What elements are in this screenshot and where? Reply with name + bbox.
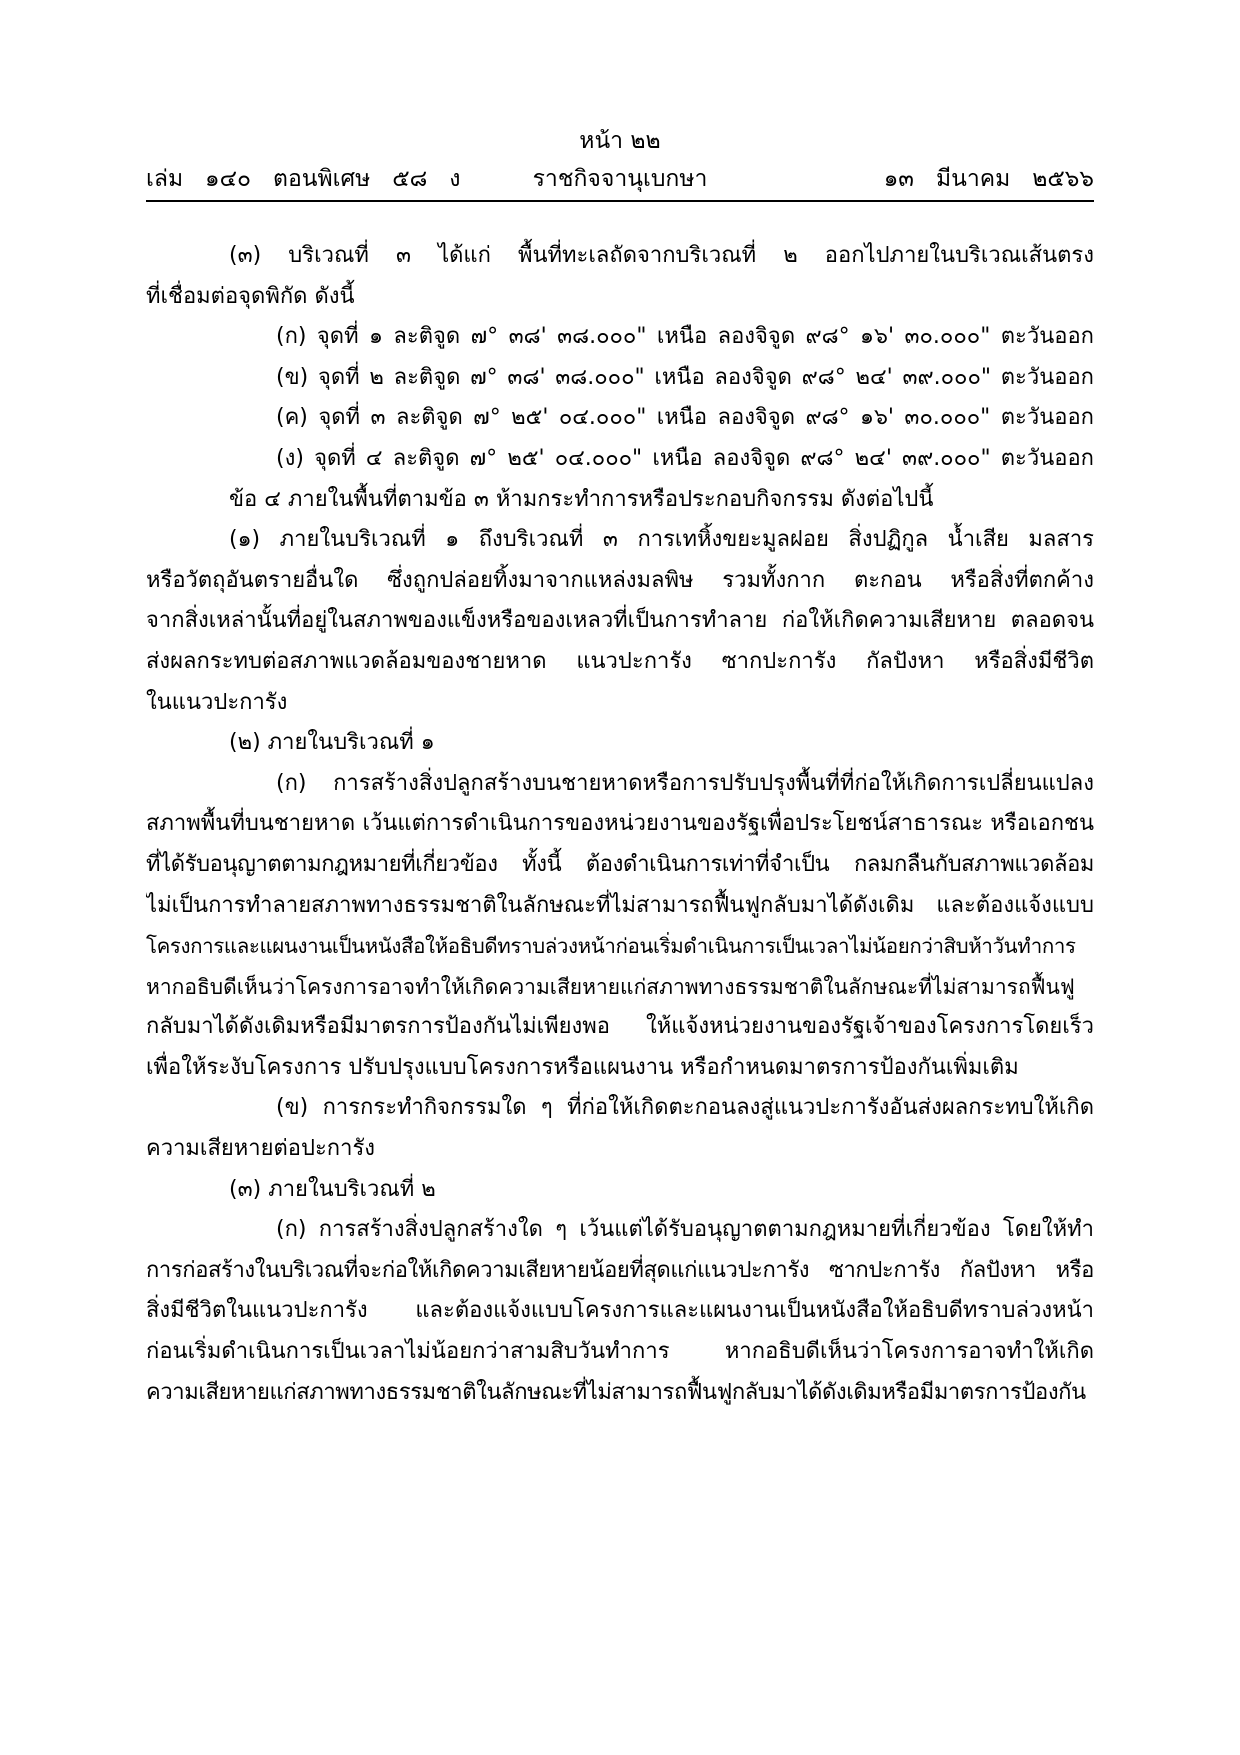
document-body (146, 236, 1094, 1413)
header-volume-issue: เล่ม ๑๔๐ ตอนพิเศษ ๕๘ ง (146, 166, 461, 192)
header-date: ๑๓ มีนาคม ๒๕๖๖ (883, 166, 1094, 192)
text-line: สิ่งมีชีวิตในแนวปะการัง และต้องแจ้งแบบโครงการและแผนงานเป็นหนังสือให้อธิบดีทราบล่วงหน้า (146, 1298, 1094, 1324)
page-number: หน้า ๒๒ (579, 128, 661, 154)
header-rule (146, 200, 1094, 202)
text-line: ความเสียหายต่อปะการัง (146, 1136, 376, 1162)
text-line: เพื่อให้ระงับโครงการ ปรับปรุงแบบโครงการหรือแผนงาน หรือกำหนดมาตรการป้องกันเพิ่มเติม (146, 1054, 1019, 1080)
coordinate-line: (ข) จุดที่ ๒ ละติจูด ๗° ๓๘' ๓๘.๐๐๐" เหนือ ลองจิจูด ๙๘° ๒๔' ๓๙.๐๐๐" ตะวันออก (276, 364, 1094, 390)
coordinate-line: (ก) จุดที่ ๑ ละติจูด ๗° ๓๘' ๓๘.๐๐๐" เหนือ ลองจิจูด ๙๘° ๑๖' ๓๐.๐๐๐" ตะวันออก (276, 324, 1094, 350)
text-line: ส่งผลกระทบต่อสภาพแวดล้อมของชายหาด แนวปะการัง ซากปะการัง กัลปังหา หรือสิ่งมีชีวิต (146, 648, 1094, 674)
text-line: (๓) บริเวณที่ ๓ ได้แก่ พื้นที่ทะเลถัดจากบริเวณที่ ๒ ออกไปภายในบริเวณเส้นตรง (229, 243, 1094, 268)
text-line: การก่อสร้างในบริเวณที่จะก่อให้เกิดความเสียหายน้อยที่สุดแก่แนวปะการัง ซากปะการัง กัลปังหา หรือ (146, 1257, 1094, 1283)
text-line: สภาพพื้นที่บนชายหาด เว้นแต่การดำเนินการของหน่วยงานของรัฐเพื่อประโยชน์สาธารณะ หรือเอกชน (146, 811, 1094, 837)
text-line: กลับมาได้ดังเดิมหรือมีมาตรการป้องกันไม่เพียงพอ ให้แจ้งหน่วยงานของรัฐเจ้าของโครงการโดยเร็ว (146, 1014, 1094, 1040)
text-line: หรือวัตถุอันตรายอื่นใด ซึ่งถูกปล่อยทิ้งมาจากแหล่งมลพิษ รวมทั้งกาก ตะกอน หรือสิ่งที่ตกค้าง (146, 567, 1094, 593)
text-line: ที่เชื่อมต่อจุดพิกัด ดังนี้ (146, 283, 355, 309)
text-line: ข้อ ๔ ภายในพื้นที่ตามข้อ ๓ ห้ามกระทำการหรือประกอบกิจกรรม ดังต่อไปนี้ (229, 486, 934, 512)
text-line: ที่ได้รับอนุญาตตามกฎหมายที่เกี่ยวข้อง ทั้งนี้ ต้องดำเนินการเท่าที่จำเป็น กลมกลืนกับสภาพแวดล้อม (146, 851, 1094, 877)
text-line: ไม่เป็นการทำลายสภาพทางธรรมชาติในลักษณะที่ไม่สามารถฟื้นฟูกลับมาได้ดังเดิม และต้องแจ้งแบบ (146, 892, 1094, 918)
text-line: หากอธิบดีเห็นว่าโครงการอาจทำให้เกิดความเสียหายแก่สภาพทางธรรมชาติในลักษณะที่ไม่สามารถฟื้นฟู (146, 974, 1075, 999)
text-line: ก่อนเริ่มดำเนินการเป็นเวลาไม่น้อยกว่าสามสิบวันทำการ หากอธิบดีเห็นว่าโครงการอาจทำให้เกิด (146, 1339, 1094, 1365)
text-line: (ก) การสร้างสิ่งปลูกสร้างใด ๆ เว้นแต่ได้รับอนุญาตตามกฎหมายที่เกี่ยวข้อง โดยให้ทำ (276, 1217, 1094, 1243)
text-line: (๒) ภายในบริเวณที่ ๑ (229, 730, 435, 756)
text-line: โครงการและแผนงานเป็นหนังสือให้อธิบดีทราบล่วงหน้าก่อนเริ่มดำเนินการเป็นเวลาไม่น้อยกว่าสิบห้าวันทำการ (146, 934, 1076, 959)
header-gazette-title: ราชกิจจานุเบกษา (532, 166, 708, 192)
text-line: ความเสียหายแก่สภาพทางธรรมชาติในลักษณะที่ไม่สามารถฟื้นฟูกลับมาได้ดังเดิมหรือมีมาตรการป้องกัน (146, 1379, 1086, 1405)
text-line: จากสิ่งเหล่านั้นที่อยู่ในสภาพของแข็งหรือของเหลวที่เป็นการทำลาย ก่อให้เกิดความเสียหาย ตลอดจน (146, 608, 1094, 634)
coordinate-line: (ค) จุดที่ ๓ ละติจูด ๗° ๒๕' ๐๔.๐๐๐" เหนือ ลองจิจูด ๙๘° ๑๖' ๓๐.๐๐๐" ตะวันออก (276, 405, 1094, 431)
text-line: (ก) การสร้างสิ่งปลูกสร้างบนชายหาดหรือการปรับปรุงพื้นที่ที่ก่อให้เกิดการเปลี่ยนแปลง (276, 770, 1094, 796)
text-line: (๓) ภายในบริเวณที่ ๒ (229, 1176, 436, 1202)
coordinate-line: (ง) จุดที่ ๔ ละติจูด ๗° ๒๕' ๐๔.๐๐๐" เหนือ ลองจิจูด ๙๘° ๒๔' ๓๙.๐๐๐" ตะวันออก (276, 445, 1094, 471)
text-line: ในแนวปะการัง (146, 689, 288, 715)
text-line: (ข) การกระทำกิจกรรมใด ๆ ที่ก่อให้เกิดตะกอนลงสู่แนวปะการังอันส่งผลกระทบให้เกิด (276, 1095, 1094, 1121)
text-line: (๑) ภายในบริเวณที่ ๑ ถึงบริเวณที่ ๓ การเทหิ้งขยะมูลฝอย สิ่งปฏิกูล น้ำเสีย มลสาร (229, 527, 1094, 553)
